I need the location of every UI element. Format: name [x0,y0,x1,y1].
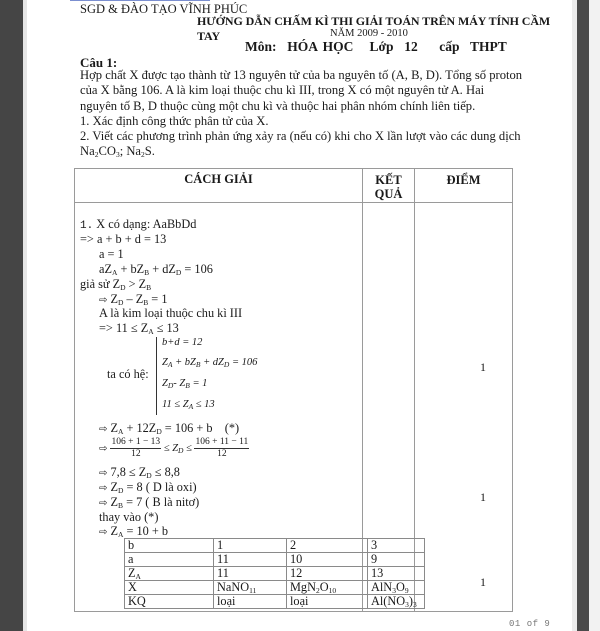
score-value: 1 [480,360,486,374]
table-cell: $MgN_2O_{10}$ [287,581,368,595]
table-row [125,581,425,595]
table-cell: 3 [368,539,425,553]
page-indicator: 01 of 9 [509,619,551,629]
table-cell: 11 [214,567,287,581]
question-title: Câu 1: [80,55,118,70]
question-line: của X bằng 106. A là kim loại thuộc chu kì III, trong X có một nguyên tử A. Hai [80,83,485,98]
table-row [125,553,425,567]
solution-line: a = 1 [99,247,124,261]
row-header: $Z_A$ [125,567,214,581]
table-cell: NaNO$_{11}$ [214,581,287,595]
header-score: ĐIỂM [446,173,481,187]
document-title: HƯỚNG DẪN CHẤM KÌ THI GIẢI TOÁN TRÊN MÁY TÍNH CẦM TAY [197,14,551,43]
arrow-icon: ⇨ [99,498,108,509]
table-cell: 2 [287,539,368,553]
row-header: KQ [125,595,214,609]
document-page [27,0,572,631]
header-result: KẾT QUẢ [374,173,403,201]
solution-line: => $11 \le Z_A \le 13$ [99,321,179,336]
subject-line: Môn: HÓA HỌC Lớp 12 cấp THPT [245,39,507,54]
question-line: 1. Xác định công thức phân tử của X. [80,113,269,128]
exam-year: NĂM 2009 - 2010 [330,28,408,39]
implies-icon: => [80,232,97,246]
system-label: ta có hệ: [107,367,149,381]
table-cell: loại [287,595,368,609]
table-cell: $Al(NO_3)_3$ [368,595,425,609]
scrollbar-track[interactable] [589,0,600,631]
solution-line: => a + b + d = 13 [80,232,167,246]
question-line: nguyên tố B, D thuộc cùng một chu kì và thuộc hai phân nhóm chính liên tiếp. [80,98,476,113]
system-brace [156,337,161,415]
table-row [125,539,425,553]
arrow-icon: ⇨ [99,527,108,538]
system-equation: $11 \le Z_A \le 13$ [162,399,215,411]
implies-icon: => [99,321,116,335]
solution-line: ⇨ $Z_A + 12Z_D = 106 + b$ (*) [99,421,240,436]
solution-line: ⇨ $Z_D - Z_B = 1$ [99,292,168,307]
table-row [125,595,425,609]
table-cell: 10 [287,553,368,567]
solution-line: 1. X có dạng: AaBbDd [80,217,197,232]
fraction: $\frac{106 + 1 - 13}{12}$ [111,437,161,459]
solution-line: ⇨ $Z_B = 7$ ( B là nitơ) [99,495,200,510]
table-header-divider [74,202,512,203]
table-cell: 13 [368,567,425,581]
arrow-icon: ⇨ [99,483,108,494]
solution-line: ⇨ $Z_D = 8$ ( D là oxi) [99,480,197,495]
table-cell: 12 [287,567,368,581]
solution-line: giả sử $Z_D > Z_B$ [80,277,152,292]
candidate-table [124,538,425,609]
arrow-icon: ⇨ [99,424,108,435]
table-cell: $AlN_3O_9$ [368,581,425,595]
scrollbar-thumb[interactable] [577,0,589,631]
solution-line: $aZ_A + bZ_B + dZ_D = 106$ [99,262,213,277]
table-row [125,567,425,581]
solution-line: ⇨ $\frac{106 + 1 - 13}{12}$ ≤ $Z_D$ ≤ $\frac{106 + 11 - 11}{12}$ [99,437,249,459]
header-solution: CÁCH GIẢI [184,172,253,186]
score-value: 1 [480,575,486,589]
row-header: X [125,581,214,595]
row-header: b [125,539,214,553]
table-cell: loại [214,595,287,609]
arrow-icon: ⇨ [99,443,108,455]
system-equation: $Z_D-$ $Z_B = 1$ [162,378,208,390]
fraction: $\frac{106 + 11 - 11}{12}$ [195,437,249,459]
table-cell: 11 [214,553,287,567]
arrow-icon: ⇨ [99,295,108,306]
question-text [80,68,550,160]
system-equation: b+d = 12 [162,337,203,348]
system-equation: $Z_A + bZ_B + dZ_D = 106$ [162,357,258,369]
solution-line: ⇨ $Z_A = 10 + b$ [99,524,169,539]
score-value: 1 [480,490,486,504]
viewer-left-panel [0,0,23,631]
organization-name: SGD & ĐÀO TẠO VĨNH PHÚC [80,2,248,16]
table-cell: 9 [368,553,425,567]
solution-line: A là kim loại thuộc chu kì III [99,306,243,320]
question-line: $Na_2CO_3$; $Na_2S$. [80,144,155,160]
table-cell: 1 [214,539,287,553]
question-line: 2. Viết các phương trình phản ứng xảy ra (nếu có) khi cho X lần lượt vào các dung dịch [80,129,521,144]
solution-line: thay vào (*) [99,510,159,524]
question-line: Hợp chất X được tạo thành từ 13 nguyên tử của ba nguyên tố (A, B, D). Tổng số proton [80,68,523,82]
solution-line: ⇨ $7,8 \le Z_D \le 8,8$ [99,465,180,480]
arrow-icon: ⇨ [99,468,108,479]
row-header: a [125,553,214,567]
